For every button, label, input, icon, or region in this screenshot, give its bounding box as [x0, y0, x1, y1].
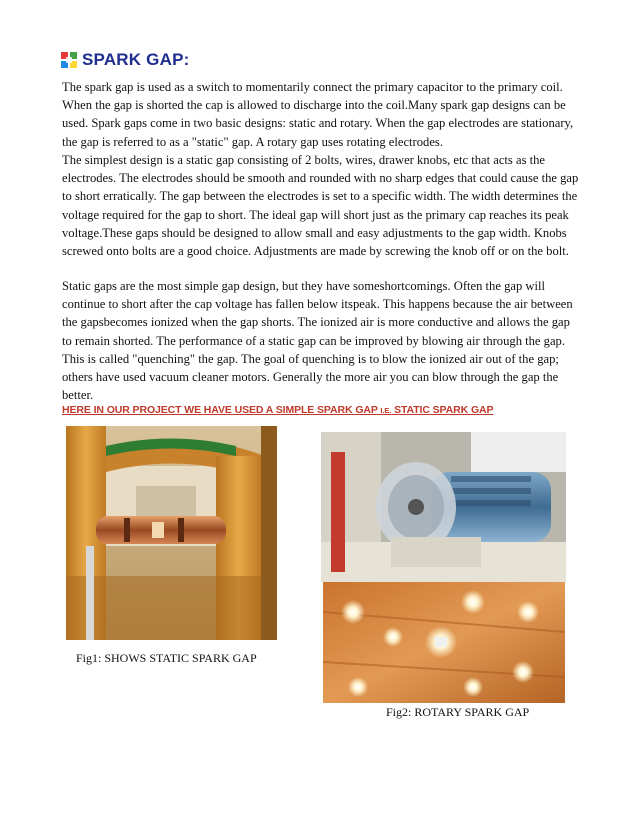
paragraph-intro: The spark gap is used as a switch to momentarily connect the primary capacitor to the primary coil. When the gap is shorted the cap is allowed to discharge into the coil.Many spark gap designs can be used. Spark gaps come in two basic designs: static and rotary. When the gap electrodes are stationary, the gap is referred to as a "static" gap. A rotary gap uses rotating electrodes.	[62, 80, 574, 149]
project-note	[62, 404, 493, 416]
rotary-electrodes-photo	[323, 582, 565, 703]
project-note-part1: HERE IN OUR PROJECT WE HAVE USED A SIMPLE SPARK GAP	[62, 404, 381, 416]
paragraph-shortcomings: Static gaps are the most simple gap design, but they have someshortcomings. Often the gap will continue to short after the cap voltage has fallen below itspeak. This happens because the air between the gapsbecomes ionized when the gap shorts. The ionized air is more conductive and allows the gap to remain shorted. The performance of a static gap can be improved by blowing air through the gap. This is called "quenching" the gap. The goal of quenching is to blow the ionized air out of the gap; others have used vacuum cleaner motors. Generally the more air you can blow through the gap the better.	[62, 279, 573, 403]
project-note-part3: STATIC SPARK GAP	[391, 404, 494, 416]
static-spark-gap-photo	[66, 426, 277, 640]
heading-text: SPARK GAP:	[82, 50, 190, 69]
rotary-motor-photo	[321, 432, 566, 582]
project-note-abbrev: I.E.	[380, 406, 392, 415]
section-heading	[60, 50, 189, 70]
paragraph-static-design: The simplest design is a static gap consisting of 2 bolts, wires, drawer knobs, etc that acts as the electrodes. The electrodes should be smooth and rounded with no sharp edges that could cause the gap to short erratically. The gap between the electrodes is set to a specific width. The width determines the voltage required for the gap to short. The ideal gap will short just as the primary cap reaches its peak voltage.These gaps should be designed to allow small and easy adjustments to the gap width. Knobs screwed onto bolts are a good choice. Adjustments are made by screwing the knob off or on the bolt.	[62, 153, 579, 259]
figure1-caption: Fig1: SHOWS STATIC SPARK GAP	[76, 651, 257, 665]
colorful-bullet-icon	[60, 51, 78, 69]
figure2-caption: Fig2: ROTARY SPARK GAP	[386, 705, 530, 719]
